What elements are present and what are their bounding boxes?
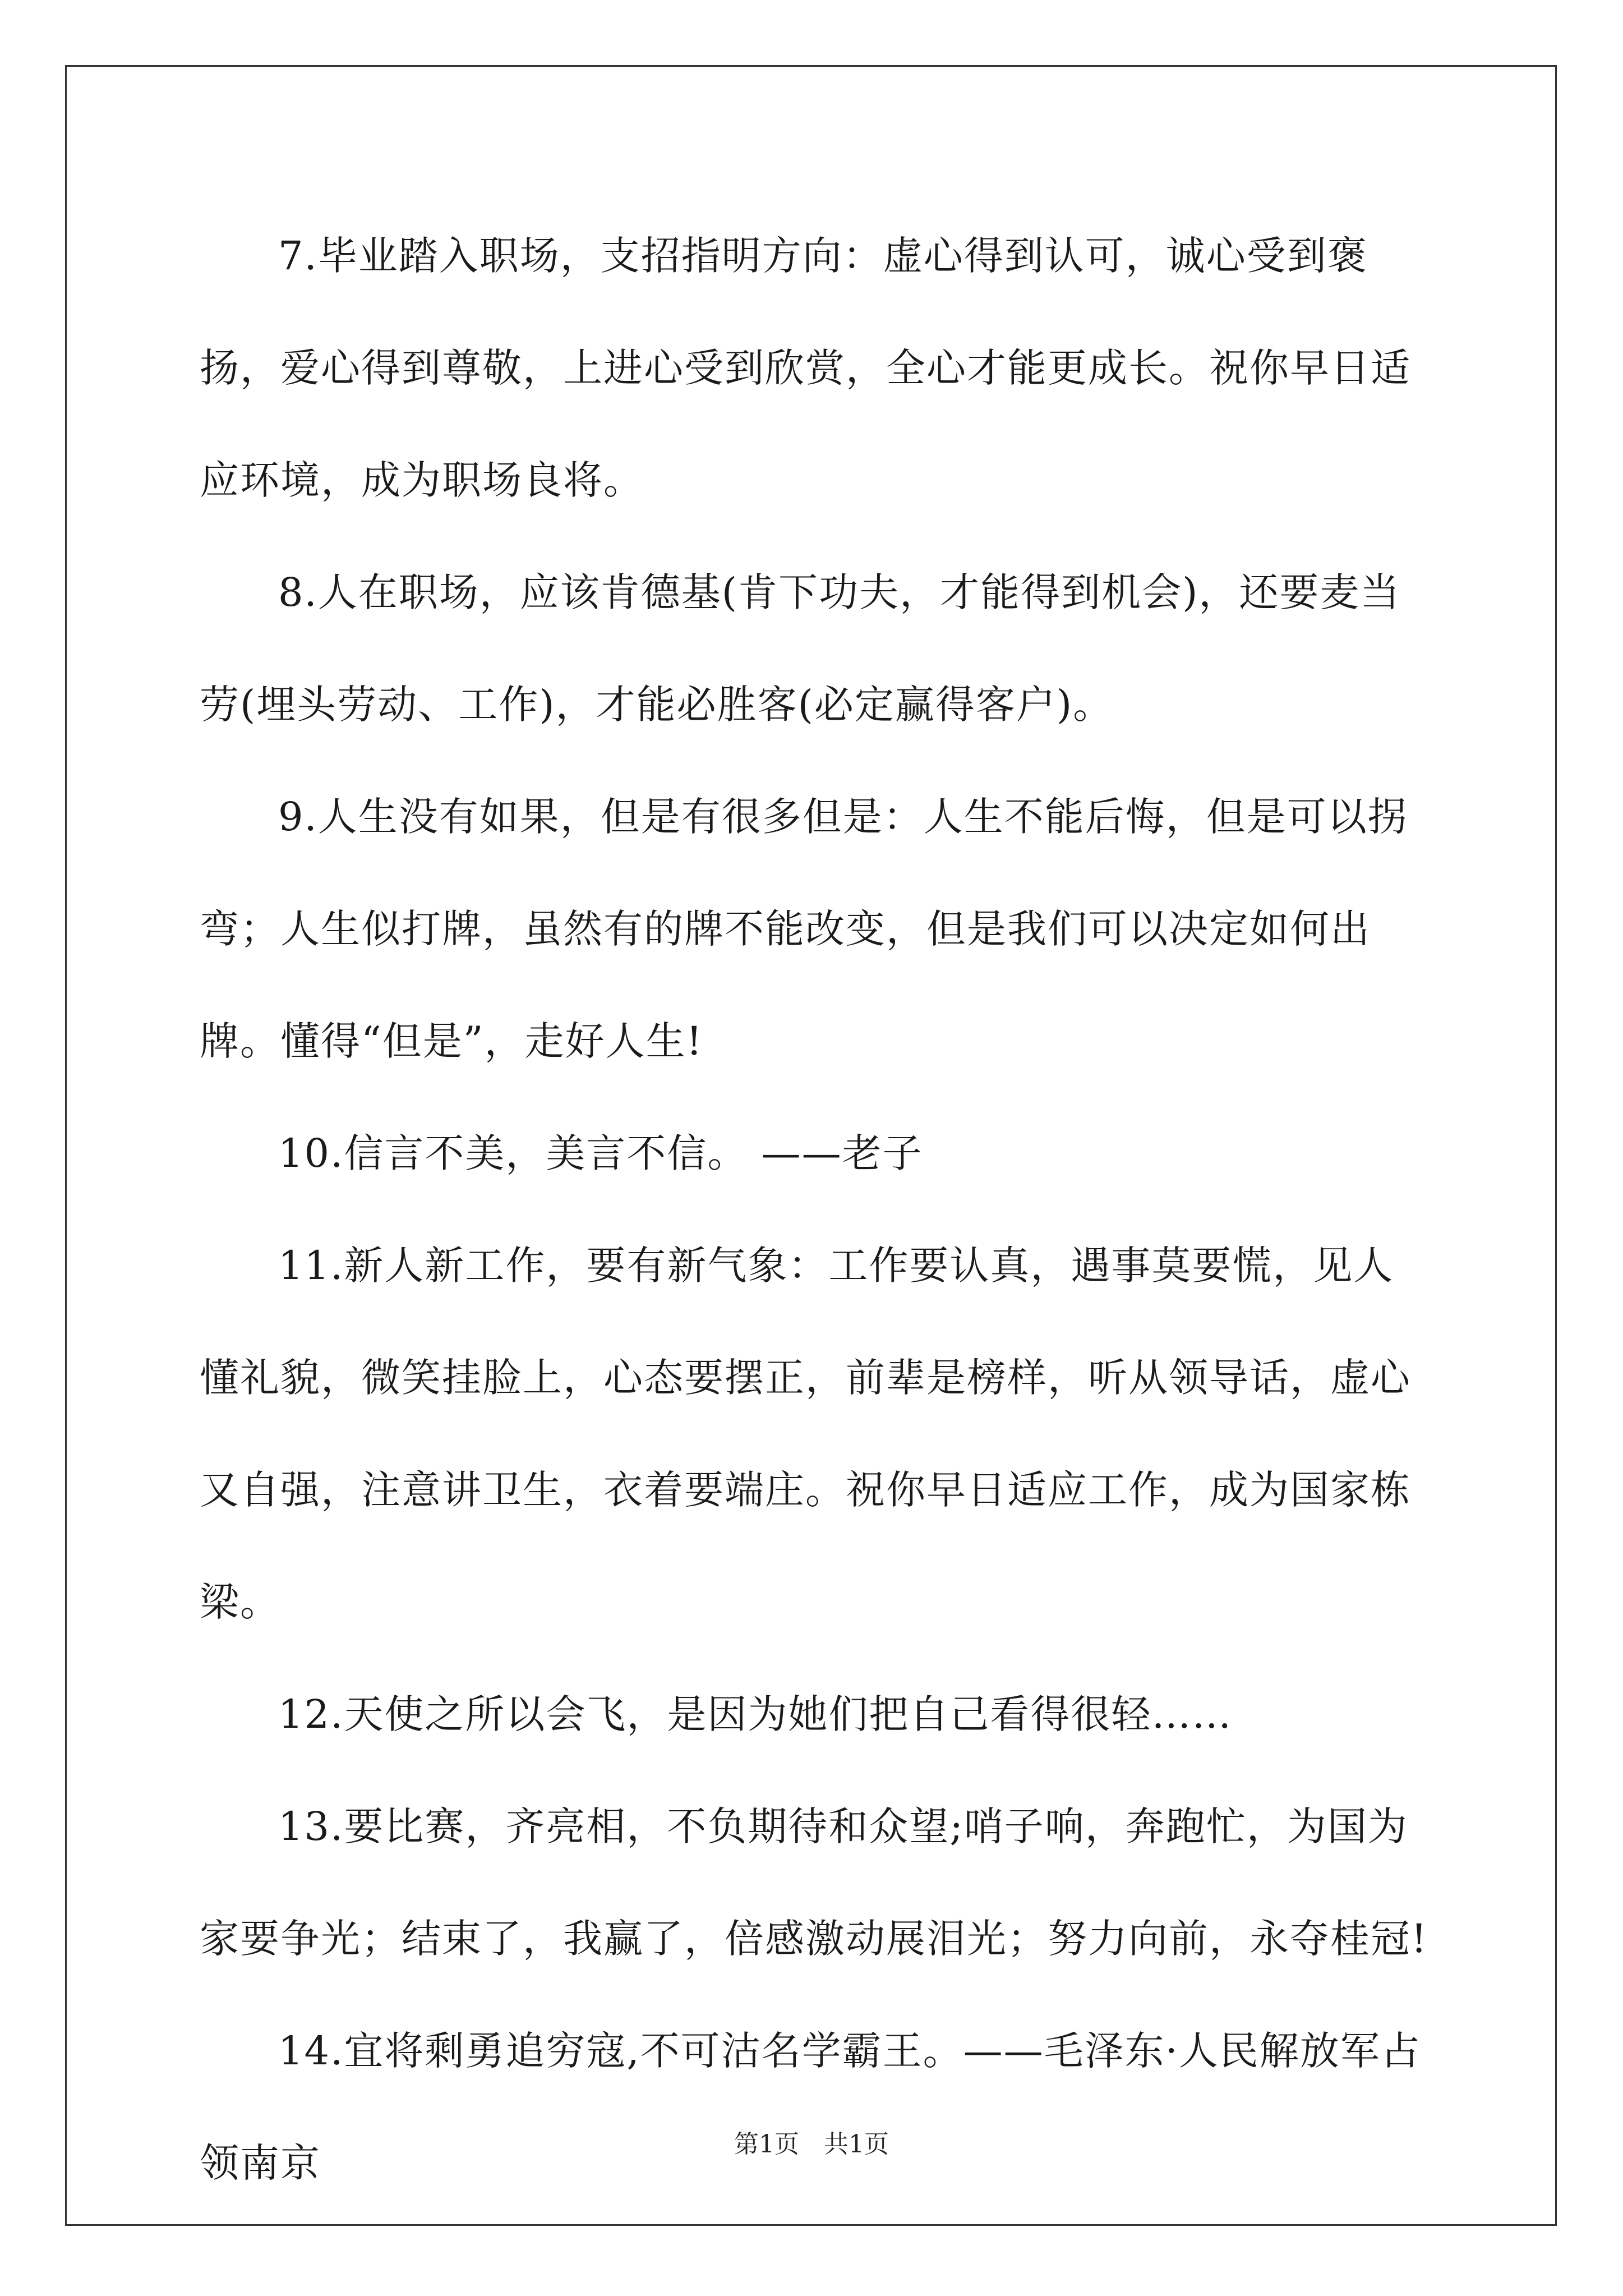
paragraph-7: 7.毕业踏入职场，支招指明方向：虚心得到认可，诚心受到褒扬，爱心得到尊敬，上进心受到欣赏，全心才能更成长。祝你早日适应环境，成为职场良将。: [200, 233, 1411, 503]
paragraph-8: 8.人在职场，应该肯德基(肯下功夫，才能得到机会)，还要麦当劳(埋头劳动、工作)，才能必胜客(必定赢得客户)。: [200, 569, 1401, 728]
paragraph-14: 14.宜将剩勇追穷寇,不可沽名学霸王。——毛泽东·人民解放军占领南京: [200, 2028, 1421, 2186]
paragraph-12: 12.天使之所以会飞，是因为她们把自己看得很轻……: [278, 1691, 1233, 1737]
page-footer: 第1页 共1页: [734, 2130, 889, 2159]
paragraph-10: 10.信言不美，美言不信。 ——老子: [278, 1130, 923, 1176]
paragraph-9: 9.人生没有如果，但是有很多但是：人生不能后悔，但是可以拐弯；人生似打牌，虽然有的牌不能改变，但是我们可以决定如何出牌。懂得“但是”，走好人生!: [200, 794, 1408, 1064]
paragraph-11: 11.新人新工作，要有新气象：工作要认真，遇事莫要慌，见人懂礼貌，微笑挂脸上，心态要摆正，前辈是榜样，听从领导话，虚心又自强，注意讲卫生，衣着要端庄。祝你早日适应工作，成为国家栋梁。: [200, 1243, 1411, 1625]
paragraph-13: 13.要比赛，齐亮相，不负期待和众望;哨子响，奔跑忙，为国为家要争光；结束了，我赢了，倍感激动展泪光；努力向前，永夺桂冠!: [200, 1803, 1428, 1962]
document-body: [200, 200, 1433, 2219]
